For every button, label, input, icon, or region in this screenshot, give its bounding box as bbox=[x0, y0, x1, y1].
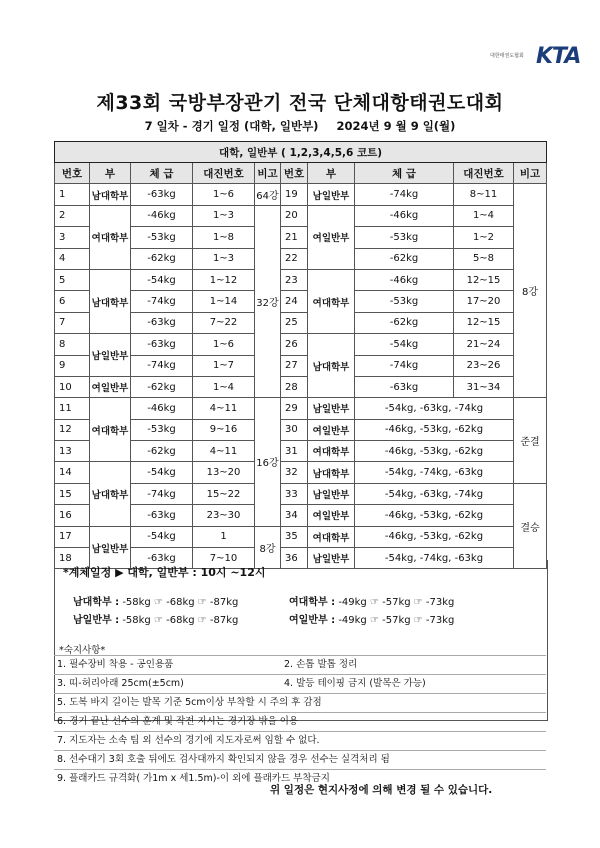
weight-cell: -46kg, -53kg, -62kg bbox=[355, 526, 514, 547]
bracket-cell: 4~11 bbox=[193, 441, 255, 462]
bracket-cell: 1~4 bbox=[193, 376, 255, 397]
note-cell: 8강 bbox=[255, 526, 281, 569]
row-number: 2 bbox=[55, 205, 90, 226]
note-item bbox=[54, 731, 546, 750]
note-text: 6. 경기 끝난 선수의 훈계 및 작전 지시는 경기장 밖을 이용 bbox=[57, 716, 299, 727]
bracket-cell: 1~4 bbox=[454, 205, 514, 226]
row-number: 13 bbox=[55, 441, 90, 462]
weight-cell: -74kg bbox=[131, 355, 193, 376]
note-text: 4. 발등 테이핑 금지 (발목은 가능) bbox=[284, 678, 426, 689]
row-number: 11 bbox=[55, 398, 90, 419]
row-number: 24 bbox=[281, 291, 308, 312]
bracket-cell: 1~7 bbox=[193, 355, 255, 376]
note-item bbox=[54, 693, 546, 712]
weigh-values: -49kg ☞ -57kg ☞ -73kg bbox=[338, 597, 455, 608]
row-number: 26 bbox=[281, 334, 308, 355]
row-number: 30 bbox=[281, 419, 308, 440]
row-number: 35 bbox=[281, 526, 308, 547]
table-row bbox=[55, 269, 547, 290]
bracket-cell: 1~3 bbox=[193, 248, 255, 269]
row-number: 18 bbox=[55, 548, 90, 569]
weight-cell: -63kg bbox=[131, 312, 193, 333]
weigh-row bbox=[73, 593, 238, 608]
note-item bbox=[54, 655, 546, 674]
weight-cell: -63kg bbox=[131, 505, 193, 526]
row-number: 31 bbox=[281, 441, 308, 462]
weigh-values: -49kg ☞ -57kg ☞ -73kg bbox=[338, 615, 455, 626]
weigh-row bbox=[73, 611, 238, 626]
division-cell: 남대학부 bbox=[90, 462, 131, 526]
weight-cell: -54kg bbox=[131, 526, 193, 547]
row-number: 17 bbox=[55, 526, 90, 547]
row-number: 19 bbox=[281, 184, 308, 205]
division-cell: 남일반부 bbox=[308, 184, 355, 205]
note-cell: 준결 bbox=[514, 398, 547, 484]
bracket-cell: 23~26 bbox=[454, 355, 514, 376]
weight-cell: -62kg bbox=[355, 312, 454, 333]
division-cell: 남일반부 bbox=[308, 483, 355, 504]
note-cell: 결승 bbox=[514, 483, 547, 569]
table-row bbox=[55, 184, 547, 205]
row-number: 28 bbox=[281, 376, 308, 397]
division-cell: 남일반부 bbox=[308, 548, 355, 569]
day-label: 7 일차 - 경기 일정 (대학, 일반부) bbox=[144, 119, 319, 133]
row-number: 29 bbox=[281, 398, 308, 419]
note-text: 8. 선수대기 3회 호출 뒤에도 검사대까지 확인되지 않을 경우 선수는 실격처리 됨 bbox=[57, 754, 390, 765]
date-label: 2024년 9 월 9 일(월) bbox=[336, 119, 456, 133]
note-text: 1. 필수장비 착용 - 공인용품 bbox=[57, 659, 174, 670]
division-cell: 남일반부 bbox=[90, 526, 131, 569]
weigh-values: -58kg ☞ -68kg ☞ -87kg bbox=[122, 597, 239, 608]
row-number: 14 bbox=[55, 462, 90, 483]
division-cell: 여일반부 bbox=[308, 419, 355, 440]
notes-heading: *숙지사항* bbox=[59, 645, 106, 656]
row-number: 33 bbox=[281, 483, 308, 504]
col-header: 부 bbox=[90, 163, 131, 184]
bracket-cell: 1~8 bbox=[193, 227, 255, 248]
division-cell: 여일반부 bbox=[308, 505, 355, 526]
schedule-table bbox=[54, 141, 547, 569]
note-item bbox=[54, 674, 546, 693]
col-header: 번호 bbox=[55, 163, 90, 184]
weigh-label: 남대학부 : bbox=[73, 597, 120, 608]
bracket-cell: 7~10 bbox=[193, 548, 255, 569]
weigh-values: -58kg ☞ -68kg ☞ -87kg bbox=[122, 615, 239, 626]
weight-cell: -54kg bbox=[355, 334, 454, 355]
bracket-cell: 31~34 bbox=[454, 376, 514, 397]
page-title: 제33회 국방부장관기 전국 단체대항태권도대회 bbox=[96, 92, 504, 114]
division-cell: 남대학부 bbox=[308, 334, 355, 398]
table-row bbox=[55, 462, 547, 483]
logo-subtext: 대한태권도협회 bbox=[490, 53, 524, 59]
table-row bbox=[55, 398, 547, 419]
weight-cell: -62kg bbox=[131, 248, 193, 269]
table-row bbox=[55, 376, 547, 397]
weight-cell: -46kg bbox=[131, 398, 193, 419]
row-number: 3 bbox=[55, 227, 90, 248]
page-subtitle bbox=[0, 118, 600, 134]
weight-cell: -63kg bbox=[131, 184, 193, 205]
division-cell: 남대학부 bbox=[308, 462, 355, 483]
row-number: 12 bbox=[55, 419, 90, 440]
notes-list bbox=[54, 655, 546, 788]
row-number: 9 bbox=[55, 355, 90, 376]
bracket-cell: 23~30 bbox=[193, 505, 255, 526]
bracket-cell: 4~11 bbox=[193, 398, 255, 419]
note-text: 3. 띠-허리아래 25cm(±5cm) bbox=[57, 678, 184, 689]
division-cell: 남대학부 bbox=[90, 269, 131, 333]
note-item bbox=[54, 712, 546, 731]
bracket-cell: 1~3 bbox=[193, 205, 255, 226]
bracket-cell: 1~14 bbox=[193, 291, 255, 312]
weight-cell: -54kg, -74kg, -63kg bbox=[355, 548, 514, 569]
bracket-cell: 1~6 bbox=[193, 184, 255, 205]
note-text: 9. 플래카드 규격화( 가1m x 세1.5m)-이 외에 플래카드 부착금지 bbox=[57, 773, 330, 784]
weigh-label: 여대학부 : bbox=[289, 597, 336, 608]
col-header: 체 급 bbox=[355, 163, 454, 184]
row-number: 4 bbox=[55, 248, 90, 269]
weight-cell: -53kg bbox=[131, 419, 193, 440]
bracket-cell: 1~6 bbox=[193, 334, 255, 355]
bracket-cell: 13~20 bbox=[193, 462, 255, 483]
kta-logo bbox=[490, 44, 581, 74]
weigh-in-schedule: *계체일정 ▶ 대학, 일반부 : 10시 ~12시 bbox=[63, 566, 266, 579]
col-header: 대진번호 bbox=[454, 163, 514, 184]
logo-mark: KTA bbox=[536, 44, 581, 69]
weight-cell: -54kg, -74kg, -63kg bbox=[355, 462, 514, 483]
weight-cell: -62kg bbox=[355, 248, 454, 269]
weight-cell: -74kg bbox=[131, 291, 193, 312]
bracket-cell: 12~15 bbox=[454, 269, 514, 290]
bracket-cell: 21~24 bbox=[454, 334, 514, 355]
row-number: 23 bbox=[281, 269, 308, 290]
weight-cell: -46kg, -53kg, -62kg bbox=[355, 441, 514, 462]
col-header: 부 bbox=[308, 163, 355, 184]
row-number: 25 bbox=[281, 312, 308, 333]
note-cell: 8강 bbox=[514, 184, 547, 398]
weight-cell: -54kg bbox=[131, 269, 193, 290]
bracket-cell: 8~11 bbox=[454, 184, 514, 205]
weight-cell: -53kg bbox=[131, 227, 193, 248]
row-number: 27 bbox=[281, 355, 308, 376]
division-cell: 여대학부 bbox=[308, 441, 355, 462]
bracket-cell: 9~16 bbox=[193, 419, 255, 440]
note-cell: 32강 bbox=[255, 205, 281, 398]
bracket-cell: 5~8 bbox=[454, 248, 514, 269]
row-number: 36 bbox=[281, 548, 308, 569]
division-cell: 남대학부 bbox=[90, 184, 131, 205]
table-row bbox=[55, 526, 547, 547]
row-number: 10 bbox=[55, 376, 90, 397]
weight-cell: -46kg, -53kg, -62kg bbox=[355, 505, 514, 526]
note-text: 5. 도복 바지 길이는 발목 기준 5cm이상 부착할 시 주의 후 감점 bbox=[57, 697, 322, 708]
col-header: 비고 bbox=[255, 163, 281, 184]
division-cell: 남일반부 bbox=[308, 398, 355, 419]
weight-cell: -53kg bbox=[355, 227, 454, 248]
weight-cell: -74kg bbox=[131, 483, 193, 504]
weigh-label: 여일반부 : bbox=[289, 615, 336, 626]
division-cell: 여대학부 bbox=[308, 526, 355, 547]
weigh-row bbox=[289, 593, 454, 608]
row-number: 5 bbox=[55, 269, 90, 290]
weight-cell: -46kg, -53kg, -62kg bbox=[355, 419, 514, 440]
weight-cell: -74kg bbox=[355, 184, 454, 205]
weight-cell: -54kg bbox=[131, 462, 193, 483]
table-header-row bbox=[55, 163, 547, 184]
row-number: 22 bbox=[281, 248, 308, 269]
division-cell: 여일반부 bbox=[308, 205, 355, 269]
bracket-cell: 12~15 bbox=[454, 312, 514, 333]
note-text: 7. 지도자는 소속 팀 외 선수의 경기에 지도자로써 임할 수 없다. bbox=[57, 735, 320, 746]
row-number: 34 bbox=[281, 505, 308, 526]
weight-cell: -46kg bbox=[355, 269, 454, 290]
bracket-cell: 17~20 bbox=[454, 291, 514, 312]
weight-cell: -63kg bbox=[131, 548, 193, 569]
row-number: 16 bbox=[55, 505, 90, 526]
division-cell: 여대학부 bbox=[308, 269, 355, 333]
note-cell: 16강 bbox=[255, 398, 281, 526]
table-caption: 대학, 일반부 ( 1,2,3,4,5,6 코트) bbox=[55, 142, 547, 163]
bracket-cell: 1 bbox=[193, 526, 255, 547]
weight-cell: -63kg bbox=[355, 376, 454, 397]
division-cell: 여대학부 bbox=[90, 205, 131, 269]
bracket-cell: 7~22 bbox=[193, 312, 255, 333]
weight-cell: -74kg bbox=[355, 355, 454, 376]
note-text: 2. 손톱 발톱 정리 bbox=[284, 659, 358, 670]
row-number: 7 bbox=[55, 312, 90, 333]
table-row bbox=[55, 334, 547, 355]
division-cell: 여일반부 bbox=[90, 376, 131, 397]
col-header: 번호 bbox=[281, 163, 308, 184]
division-cell: 남일반부 bbox=[90, 334, 131, 377]
weight-cell: -54kg, -63kg, -74kg bbox=[355, 483, 514, 504]
bracket-cell: 1~2 bbox=[454, 227, 514, 248]
weigh-label: 남일반부 : bbox=[73, 615, 120, 626]
col-header: 대진번호 bbox=[193, 163, 255, 184]
row-number: 6 bbox=[55, 291, 90, 312]
row-number: 20 bbox=[281, 205, 308, 226]
row-number: 32 bbox=[281, 462, 308, 483]
note-cell: 64강 bbox=[255, 184, 281, 205]
row-number: 8 bbox=[55, 334, 90, 355]
weight-cell: -62kg bbox=[131, 441, 193, 462]
weight-cell: -46kg bbox=[355, 205, 454, 226]
weight-cell: -54kg, -63kg, -74kg bbox=[355, 398, 514, 419]
bracket-cell: 15~22 bbox=[193, 483, 255, 504]
footer-notice: 위 일정은 현지사정에 의해 변경 될 수 있습니다. bbox=[270, 784, 493, 796]
bracket-cell: 1~12 bbox=[193, 269, 255, 290]
weight-cell: -53kg bbox=[355, 291, 454, 312]
division-cell: 여대학부 bbox=[90, 398, 131, 462]
weight-cell: -63kg bbox=[131, 334, 193, 355]
weigh-row bbox=[289, 611, 454, 626]
col-header: 체 급 bbox=[131, 163, 193, 184]
weight-cell: -46kg bbox=[131, 205, 193, 226]
row-number: 1 bbox=[55, 184, 90, 205]
col-header: 비고 bbox=[514, 163, 547, 184]
row-number: 15 bbox=[55, 483, 90, 504]
note-item bbox=[54, 750, 546, 769]
weight-cell: -62kg bbox=[131, 376, 193, 397]
row-number: 21 bbox=[281, 227, 308, 248]
table-row bbox=[55, 205, 547, 226]
